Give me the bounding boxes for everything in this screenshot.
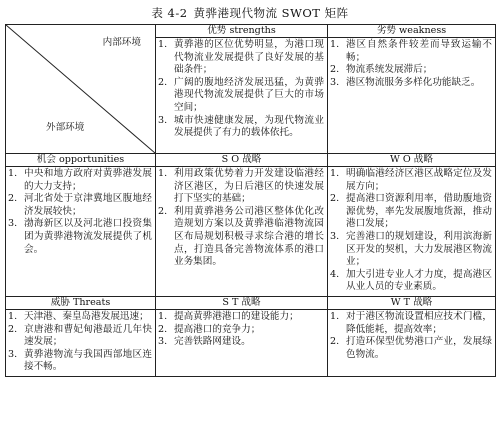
- list-item: [330, 64, 492, 77]
- list-item: [8, 218, 152, 256]
- list-item: [330, 269, 492, 294]
- item-number: 2.: [330, 193, 340, 205]
- list-item: [8, 349, 152, 374]
- list-item: [330, 336, 492, 361]
- list-item: [158, 206, 324, 269]
- list-item: [8, 324, 152, 349]
- table-number: 表 4-2: [151, 6, 188, 20]
- item-text: 提高港口资源利用率，借助腹地资源优势，率先发展腹地货源，推动港口发展；: [346, 193, 492, 230]
- item-number: 2.: [8, 193, 18, 205]
- strengths-header: 优势 strengths: [156, 25, 327, 38]
- list-item: [330, 168, 492, 193]
- item-number: 1.: [330, 310, 340, 322]
- item-number: 2.: [158, 205, 168, 217]
- wt-strategy-list: [328, 310, 495, 363]
- st-strategy-cell: [156, 296, 328, 376]
- table-caption: [5, 6, 495, 22]
- so-strategy-list: [156, 167, 327, 271]
- item-number: 2.: [330, 64, 340, 76]
- item-number: 2.: [158, 76, 168, 88]
- item-text: 对于港区物流设置相应技术门槛，降低能耗，提高效率；: [346, 310, 492, 335]
- item-number: 3.: [158, 114, 168, 126]
- item-text: 港区自然条件较差而导致运输不畅；: [346, 39, 492, 63]
- strengths-list: [156, 38, 327, 142]
- weaknesses-header: 劣势 weakness: [328, 25, 495, 38]
- item-number: 1.: [158, 39, 168, 50]
- list-item: [330, 231, 492, 269]
- list-item: [330, 39, 492, 64]
- corner-cell: [6, 25, 156, 154]
- item-number: 3.: [330, 230, 340, 242]
- wt-strategy-cell: [328, 296, 496, 376]
- threats-cell: [6, 296, 156, 376]
- item-text: 提高黄骅港港口的建设能力；: [174, 310, 299, 322]
- wo-strategy-cell: [328, 154, 496, 297]
- item-text: 中央和地方政府对黄骅港发展的大力支持；: [24, 168, 152, 192]
- list-item: [158, 77, 324, 115]
- item-number: 1.: [158, 168, 168, 179]
- item-text: 提高港口的竞争力；: [174, 323, 261, 335]
- item-number: 3.: [330, 76, 340, 88]
- item-number: 3.: [8, 218, 18, 230]
- wt-strategy-header: W T 战略: [328, 297, 495, 310]
- item-text: 港区物流服务多样化功能缺乏。: [346, 76, 481, 88]
- weaknesses-list: [328, 38, 495, 91]
- item-text: 物流系统发展滞后；: [346, 64, 433, 76]
- item-text: 打造环保型优势港口产业，发展绿色物流。: [346, 336, 492, 360]
- item-text: 利用政策优势着力开发建设临港经济区港区，为日后港区的快速发展打下坚实的基础；: [174, 168, 324, 205]
- st-strategy-header: S T 战略: [156, 297, 327, 310]
- item-number: 2.: [158, 323, 168, 335]
- item-text: 明确临港经济区港区战略定位及发展方向；: [346, 168, 492, 192]
- item-text: 利用黄骅港务公司港区整体优化改造规划方案以及黄骅港临港物流园区布局规划积极寻求综合港的增长点，打造具备完善物流体系的港口业务集团。: [174, 205, 324, 268]
- so-strategy-header: S O 战略: [156, 154, 327, 167]
- item-text: 城市快速健康发展，为现代物流业发展提供了有力的载体依托。: [174, 114, 324, 139]
- item-number: 1.: [158, 310, 168, 322]
- diagonal-header: [6, 25, 155, 153]
- list-item: [158, 324, 324, 337]
- threats-list: [6, 310, 155, 376]
- list-item: [330, 193, 492, 231]
- item-text: 河北省处于京津冀地区腹地经济发展较快；: [24, 193, 152, 217]
- item-number: 1.: [330, 39, 340, 50]
- table-title: 黄骅港现代物流 SWOT 矩阵: [193, 6, 349, 20]
- opportunities-list: [6, 167, 155, 258]
- item-text: 黄骅港物流与我国西部地区连接不畅。: [24, 348, 152, 373]
- item-text: 广阔的腹地经济发展迅猛，为黄骅港现代物流发展提供了巨大的市场空间；: [174, 76, 324, 113]
- external-environment-label: 外部环境: [46, 122, 85, 134]
- item-text: 完善港口的规划建设，利用滨海新区开发的契机，大力发展港区物流业；: [346, 230, 492, 268]
- item-number: 4.: [330, 268, 340, 280]
- strengths-cell: [156, 25, 328, 154]
- item-number: 1.: [8, 168, 18, 179]
- table-row-threats: [6, 296, 496, 376]
- list-item: [158, 168, 324, 206]
- item-text: 完善铁路网建设。: [174, 336, 251, 348]
- item-number: 1.: [8, 310, 18, 322]
- list-item: [8, 311, 152, 324]
- item-text: 黄骅港的区位优势明显，为港口现代物流业发展提供了良好发展的基础条件；: [174, 39, 324, 76]
- list-item: [330, 77, 492, 90]
- item-text: 加大引进专业人才力度，提高港区从业人员的专业素质。: [346, 268, 492, 293]
- wo-strategy-header: W O 战略: [328, 154, 495, 167]
- table-row-strengths-weaknesses: [6, 25, 496, 154]
- so-strategy-cell: [156, 154, 328, 297]
- item-number: 1.: [330, 168, 340, 179]
- list-item: [158, 336, 324, 349]
- item-number: 3.: [158, 336, 168, 348]
- st-strategy-list: [156, 310, 327, 351]
- swot-matrix-table: [5, 24, 496, 377]
- wo-strategy-list: [328, 167, 495, 296]
- item-number: 3.: [8, 348, 18, 360]
- opportunities-cell: [6, 154, 156, 297]
- list-item: [158, 115, 324, 140]
- table-row-opportunities: [6, 154, 496, 297]
- opportunities-header: 机会 opportunities: [6, 154, 155, 167]
- item-text: 京唐港和曹妃甸港最近几年快速发展；: [24, 323, 152, 348]
- list-item: [8, 168, 152, 193]
- weaknesses-cell: [328, 25, 496, 154]
- list-item: [330, 311, 492, 336]
- list-item: [8, 193, 152, 218]
- item-number: 2.: [8, 323, 18, 335]
- list-item: [158, 39, 324, 77]
- internal-environment-label: 内部环境: [102, 37, 141, 48]
- item-text: 天津港、秦皇岛港发展迅速；: [24, 310, 149, 322]
- item-number: 2.: [330, 336, 340, 348]
- list-item: [158, 311, 324, 324]
- item-text: 渤海新区以及河北港口投资集团为黄骅港物流发展提供了机会。: [24, 218, 152, 255]
- threats-header: 威胁 Threats: [6, 297, 155, 310]
